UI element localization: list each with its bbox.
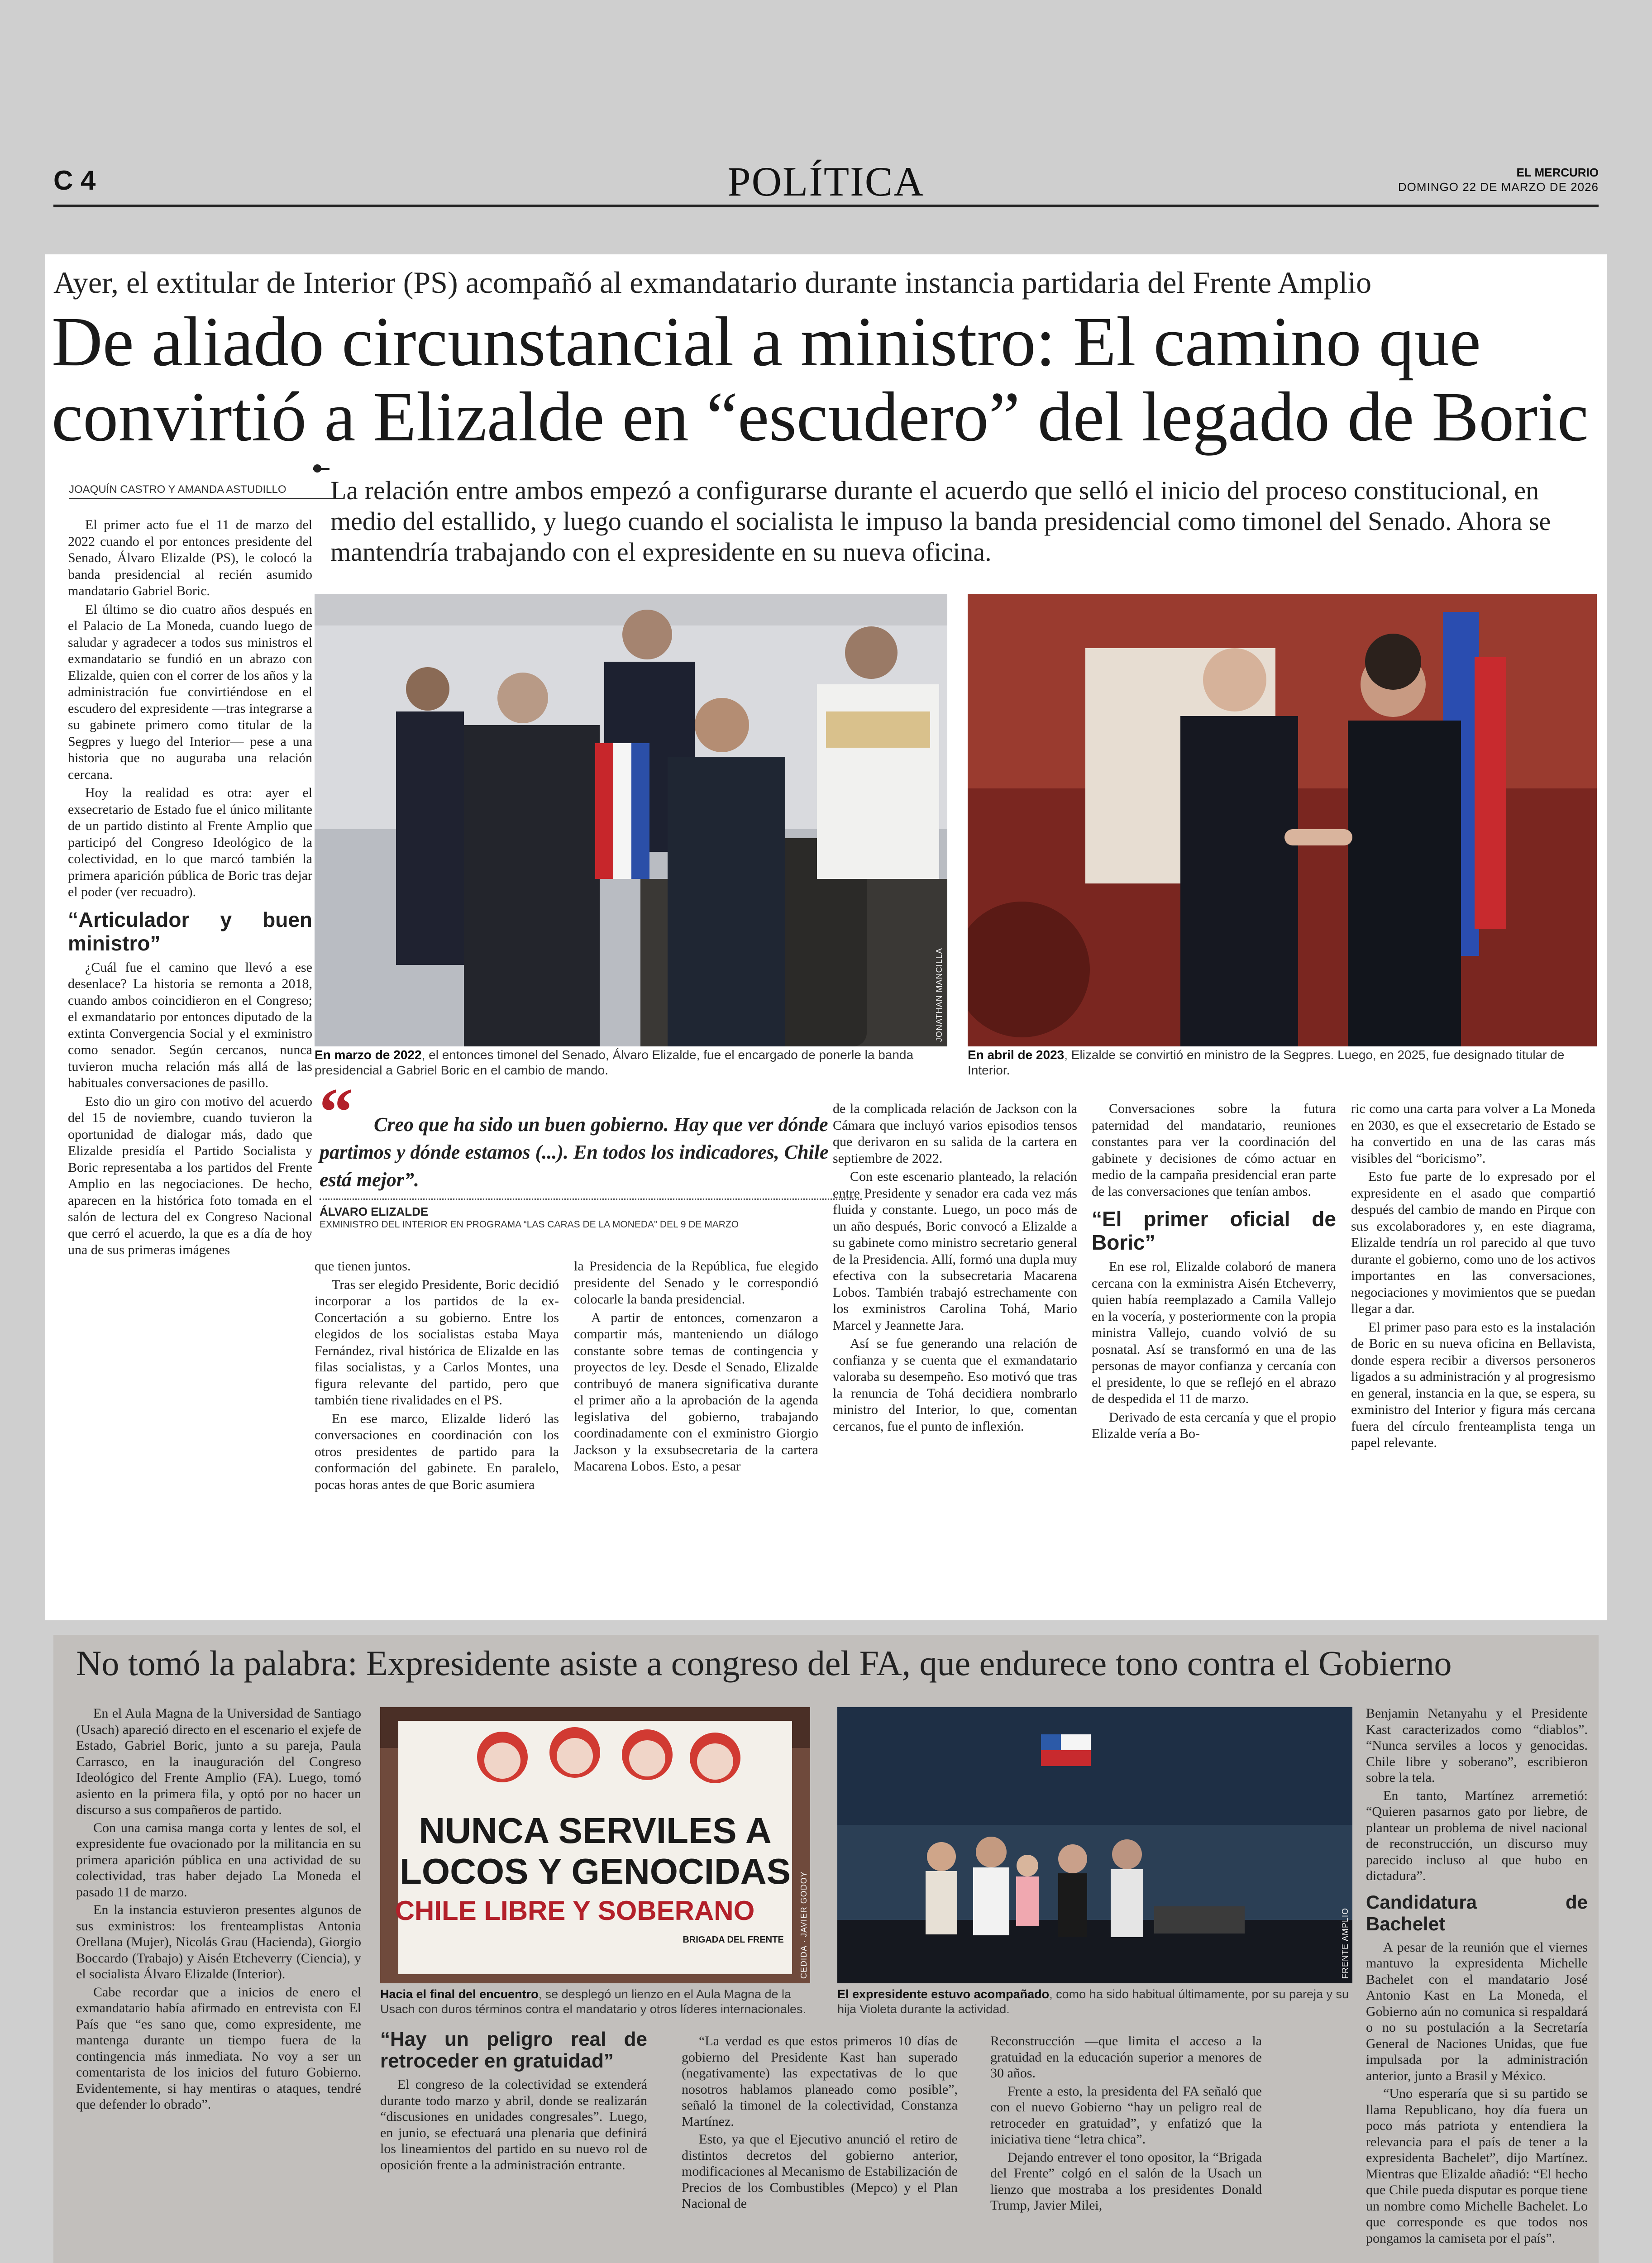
photo-caption-4 — [837, 1987, 1352, 2017]
lead-paragraph: La relación entre ambos empezó a configurarse durante el acuerdo que selló el inicio del proceso constitucional, en medio del estallido, y luego cuando el socialista le impuso la banda presidencial como timonel del Senado. Ahora se mantendría trabajando con el expresidente en su nueva oficina. — [330, 476, 1551, 567]
box-column-4 — [990, 2033, 1262, 2215]
paragraph: En el Aula Magna de la Universidad de Santiago (Usach) apareció directo en el escenario el exjefe de Estado, Gabriel Boric, junto a su pareja, Paula Carrasco, en la inauguración del Congreso Ideológico del Frente Amplio (FA). Luego, tomó asiento en la primera fila, y optó por no hacer un discurso a sus compañeros de partido. — [76, 1706, 361, 1817]
box-column-2 — [380, 2029, 647, 2175]
quote-source: EXMINISTRO DEL INTERIOR EN PROGRAMA “LAS CARAS DE LA MONEDA” DEL 9 DE MARZO — [320, 1219, 739, 1230]
paragraph: “La verdad es que estos primeros 10 días de gobierno del Presidente Kast han superado (negativamente) las expectativas de lo que nosotros hablamos planeado como posible”, señaló la timonel de la colectividad, Constanza Martínez. — [682, 2034, 958, 2129]
quote-rule — [320, 1198, 862, 1200]
quote-author: ÁLVARO ELIZALDE — [320, 1205, 429, 1218]
paragraph: de la complicada relación de Jackson con la Cámara que incluyó varios episodios tensos que derivaron en su salida de la cartera en septiembre de 2022. — [833, 1101, 1077, 1166]
paragraph: En ese marco, Elizalde lideró las conversaciones en coordinación con los otros presidentes de partido para la conformación del gabinete. En paralelo, pocas horas antes de que Boric asumiera — [315, 1411, 559, 1492]
paragraph: Frente a esto, la presidenta del FA señaló que con el nuevo Gobierno “hay un peligro real de retroceder en gratuidad”, y enfatizó que la iniciativa tiene “letra chica”. — [990, 2083, 1262, 2147]
photo-stage — [837, 1707, 1352, 1983]
article-column-2 — [315, 1258, 559, 1495]
caption-text: , como ha sido habitual últimamente, por su pareja y su hija Violeta durante la actividad. — [837, 1987, 1349, 2016]
paragraph: Benjamin Netanyahu y el Presidente Kast caracterizados como “diablos”. “Nunca serviles a locos y genocidas. Chile libre y soberano”, escribieron sobre la tela. — [1366, 1706, 1588, 1785]
section-title: POLÍTICA — [727, 158, 925, 205]
caption-text: , el entonces timonel del Senado, Álvaro Elizalde, fue el encargado de ponerle la banda presidencial a Gabriel Boric en el cambio de mando. — [315, 1048, 914, 1077]
banner-line-2: LOCOS Y GENOCIDAS — [400, 1851, 791, 1891]
photo-caption-1 — [315, 1047, 947, 1078]
caption-text: , se desplegó un lienzo en el Aula Magna de la Usach con duros términos contra el mandatario y otros líderes internacionales. — [380, 1987, 806, 2016]
photo-credit: CEDIDA · JAVIER GODOY — [799, 1871, 808, 1979]
paragraph: ¿Cuál fue el camino que llevó a ese desenlace? La historia se remonta a 2018, cuando ambos coincidieron en el Congreso; el exmandatario por entonces diputado de la extinta Convergencia Social y el exministro como senador. Según cercanos, nunca tuvieron mucha relación más allá de las habituales conversaciones de pasillo. — [68, 960, 312, 1090]
caption-lead: Hacia el final del encuentro — [380, 1987, 539, 2001]
caption-text: , Elizalde se convirtió en ministro de la Segpres. Luego, en 2025, fue designado titular de Interior. — [968, 1048, 1565, 1077]
paragraph: Hoy la realidad es otra: ayer el exsecretario de Estado fue el único militante de un partido distinto al Frente Amplio que participó del Congreso Ideológico de la colectividad, en lo que marcó también la primera aparición pública de Boric tras dejar el poder (ver recuadro). — [68, 785, 312, 899]
banner-logo: BRIGADA DEL FRENTE — [683, 1935, 784, 1945]
box-headline: No tomó la palabra: Expresidente asiste a congreso del FA, que endurece tono contra el Gobierno — [76, 1643, 1452, 1683]
photo-handshake — [968, 594, 1597, 1046]
photo-banner — [380, 1707, 810, 1983]
box-column-5 — [1366, 1705, 1588, 2248]
paragraph: Con una camisa manga corta y lentes de sol, el expresidente fue ovacionado por la militancia en su primera aparición pública en una actividad de su colectividad, tras haber dejado La Moneda el pasado 11 de marzo. — [76, 1820, 361, 1900]
paragraph: la Presidencia de la República, fue elegido presidente del Senado y le correspondió colocarle la banda presidencial. — [574, 1259, 818, 1307]
subheading: “El primer oficial de Boric” — [1092, 1207, 1336, 1254]
main-article — [45, 254, 1607, 1620]
banner-line-3: CHILE LIBRE Y SOBERANO — [395, 1895, 755, 1926]
paragraph: El primer acto fue el 11 de marzo del 2022 cuando el por entonces presidente del Senado, Álvaro Elizalde (PS), le colocó la banda presidencial al recién asumido mandatario Gabriel Boric. — [68, 517, 312, 598]
paragraph: El primer paso para esto es la instalación de Boric en su nueva oficina en Bellavista, donde espera recibir a diversos personeros ligados a su administración y al progresismo en general, instancia en la que, se espera, su exministro del Interior y figura más cercana fuera del círculo frenteamplista tenga un papel relevante. — [1351, 1319, 1595, 1450]
headline: De aliado circunstancial a ministro: El camino que convirtió a Elizalde en “escudero” del legado de Boric — [52, 302, 1589, 456]
banner-line-1: NUNCA SERVILES A — [419, 1810, 772, 1851]
caption-lead: El expresidente estuvo acompañado — [837, 1987, 1050, 2001]
paragraph: A partir de entonces, comenzaron a compartir más, manteniendo un diálogo constante sobre temas de contingencia y proyectos de ley. Desde el Senado, Elizalde contribuyó de manera significativa durante el primer año a la aprobación de la agenda legislativa del gobierno, trabajando coordinadamente con el exministro Giorgio Jackson y la exsubsecretaria de la cartera Macarena Lobos. Esto, a pesar — [574, 1310, 818, 1474]
paragraph: ric como una carta para volver a La Moneda en 2030, es que el exsecretario de Estado se ha convertido en una de las caras más visibles del “boricismo”. — [1351, 1101, 1595, 1166]
paragraph: Conversaciones sobre la futura paternidad del mandatario, reuniones constantes para ver la coordinación del gabinete y decisiones de cómo actuar en medio de la campaña presidencial eran parte de las conversaciones que tenían ambos. — [1092, 1101, 1336, 1199]
paragraph: que tienen juntos. — [315, 1259, 411, 1274]
paragraph: El último se dio cuatro años después en el Palacio de La Moneda, cuando luego de saludar y agradecer a todos sus ministros el exmandatario se fundió en un abrazo con Elizalde, quien con el correr de los años y la administración fue convirtiéndose en el escudero del expresidente —tras integrarse a su gabinete primero como titular de la Segpres y luego del Interior— pese a una historia que no auguraba una relación cercana. — [68, 602, 312, 782]
ceremony-illustration — [315, 594, 947, 1046]
paragraph: Dejando entrever el tono opositor, la “Brigada del Frente” colgó en el salón de la Usach un lienzo que mostraba a los presidentes Donald Trump, Javier Milei, — [990, 2149, 1262, 2213]
quote-mark-icon: “ — [319, 1074, 353, 1150]
box-column-1 — [76, 1705, 361, 2115]
paragraph: Esto, ya que el Ejecutivo anunció el retiro de distintos decretos del gobierno anterior, modificaciones al Mecanismo de Estabilización de Precios de los Combustibles (Mepco) y el Plan Nacional de — [682, 2132, 958, 2211]
paragraph: “Uno esperaría que si su partido se llama Republicano, hoy día fuera un poco más patriota y entendiera la relevancia para el país de tener a la expresidenta Bachelet”, dijo Martínez. Mientras que Elizalde añadió: “El hecho que Chile pueda disputar es porque tiene un nombre como Michelle Bachelet. Lo que corresponde es que todos nos pongamos la camiseta por el país”. — [1366, 2086, 1588, 2246]
paragraph: A pesar de la reunión que el viernes mantuvo la expresidenta Michelle Bachelet con el mandatario José Antonio Kast en La Moneda, el Gobierno aún no comunica si respaldará o no su postulación a la Secretaría General de Naciones Unidas, que fue impulsada por la administración anterior, junto a Brasil y México. — [1366, 1939, 1588, 2083]
paragraph: Con este escenario planteado, la relación entre Presidente y senador era cada vez más fluida y constante. Luego, un poco más de un año después, Boric convocó a Elizalde a su gabinete como ministro secretario general de la Presidencia. Allí, formó una dupla muy efectiva con la subsecretaria Macarena Lobos. También trabajó estrechamente con los exministros Carolina Tohá, Mario Marcel y Jeannette Jara. — [833, 1169, 1077, 1333]
kicker: Ayer, el extitular de Interior (PS) acompañó al exmandatario durante instancia partidaria del Frente Amplio — [53, 265, 1372, 300]
paragraph: Así se fue generando una relación de confianza y se cuenta que el exmandatario valoraba su desempeño. Eso motivó que tras la renuncia de Tohá decidiera nombrarlo ministro del Interior, lo que, comentan cercanos, fue el punto de inflexión. — [833, 1336, 1077, 1434]
stage-illustration — [837, 1707, 1352, 1983]
article-column-5 — [1092, 1101, 1336, 1444]
lead-bar — [313, 468, 329, 470]
article-column-1 — [68, 517, 312, 1260]
paragraph: Tras ser elegido Presidente, Boric decidió incorporar a los partidos de la ex-Concertación a su gobierno. Entre los elegidos de los socialistas estaba Maya Fernández, rival histórica de Elizalde en las filas socialistas, y a Carlos Montes, una figura relevante del partido, pero que también tiene rivalidades en el PS. — [315, 1277, 559, 1408]
sidebar-box — [53, 1635, 1599, 2263]
photo-sash-ceremony — [315, 594, 947, 1046]
paragraph: En ese rol, Elizalde colaboró de manera cercana con la exministra Aisén Etcheverry, quien había reemplazado a Camila Vallejo en la vocería, y posteriormente con la propia ministra Vallejo, cuando volvió de su posnatal. Así se transformó en una de las personas de mayor confianza y cercanía con el presidente, lo que se reflejó en el abrazo de despedida el 11 de marzo. — [1092, 1259, 1336, 1406]
page-number: C 4 — [53, 165, 96, 196]
subheading: Candidatura de Bachelet — [1366, 1891, 1588, 1934]
handshake-illustration — [968, 594, 1597, 1046]
photo-caption-3 — [380, 1987, 810, 2017]
paragraph: Esto fue parte de lo expresado por el expresidente en el asado que compartió después del cambio de mando en Pirque con sus excolaboradores y, en este diagrama, Elizalde tendría un rol parecido al que tuvo durante el gobierno, como uno de los activos importantes en las conversaciones, negociaciones y movimientos que se puedan llegar a dar. — [1351, 1169, 1595, 1316]
banner-illustration — [380, 1707, 810, 1983]
paragraph: En tanto, Martínez arremetió: “Quieren pasarnos gato por liebre, de plantear un problema de nivel nacional de reconstrucción, un discurso muy parecido incluso al que hubo en dictadura”. — [1366, 1788, 1588, 1883]
subheading: “Hay un peligro real de retroceder en gratuidad” — [380, 2028, 647, 2072]
byline: JOAQUÍN CASTRO Y AMANDA ASTUDILLO — [69, 483, 340, 499]
paper-name: EL MERCURIO — [1516, 166, 1599, 179]
box-column-3 — [682, 2033, 958, 2214]
article-column-3 — [574, 1258, 818, 1477]
issue-date: DOMINGO 22 DE MARZO DE 2026 — [1398, 180, 1599, 194]
paragraph: Reconstrucción —que limita el acceso a la gratuidad en la educación superior a menores de 30 años. — [990, 2034, 1262, 2081]
paragraph: En la instancia estuvieron presentes algunos de sus exministros: los frenteamplistas Antonia Orellana (Mujer), Nicolás Grau (Hacienda), Giorgio Boccardo (Trabajo) y Aisén Etcheverry (Ciencia), y el socialista Álvaro Elizalde (Interior). — [76, 1902, 361, 1981]
paragraph: Derivado de esta cercanía y que el propio Elizalde vería a Bo- — [1092, 1409, 1336, 1441]
paragraph: Cabe recordar que a inicios de enero el exmandatario había afirmado en entrevista con El País que “es sano que, como expresidente, me mantenga durante un tiempo fuera de la contingencia más inmediata. No voy a ser un comentarista de los inicios del futuro Gobierno. Evidentemente, si hay mentiras o ataques, tendré que defender lo obrado”. — [76, 1984, 361, 2112]
paragraph: Esto dio un giro con motivo del acuerdo del 15 de noviembre, cuando tuvieron la oportunidad de dialogar más, dado que Elizalde presidía el Partido Socialista y Boric representaba a los partidos del Frente Amplio en las negociaciones. De hecho, aparecen en la histórica foto tomada en el salón de lectura del ex Congreso Nacional que cerró el acuerdo, la que es a día de hoy una de sus primeras imágenes — [68, 1093, 312, 1257]
caption-lead: En marzo de 2022 — [315, 1048, 422, 1062]
paragraph: El congreso de la colectividad se extenderá durante todo marzo y abril, donde se realizarán “discusiones en unidades congresales”. Luego, en junio, se efectuará una plenaria que definirá los lineamientos del partido en su nuevo rol de oposición frente a la administración entrante. — [380, 2077, 647, 2172]
photo-caption-2 — [968, 1047, 1597, 1078]
article-column-6 — [1351, 1101, 1595, 1453]
subheading: “Articulador y buen ministro” — [68, 907, 312, 955]
article-column-4 — [833, 1101, 1077, 1437]
quote-text: Creo que ha sido un buen gobierno. Hay que ver dónde partimos y dónde estamos (...). En todos los indicadores, Chile está mejor”. — [320, 1113, 829, 1191]
photo-credit: JONATHAN MANCILLA — [935, 948, 944, 1042]
photo-credit: FRENTE AMPLIO — [1341, 1907, 1350, 1979]
pull-quote — [320, 1111, 862, 1194]
caption-lead: En abril de 2023 — [968, 1048, 1065, 1062]
header-rule — [53, 205, 1599, 207]
